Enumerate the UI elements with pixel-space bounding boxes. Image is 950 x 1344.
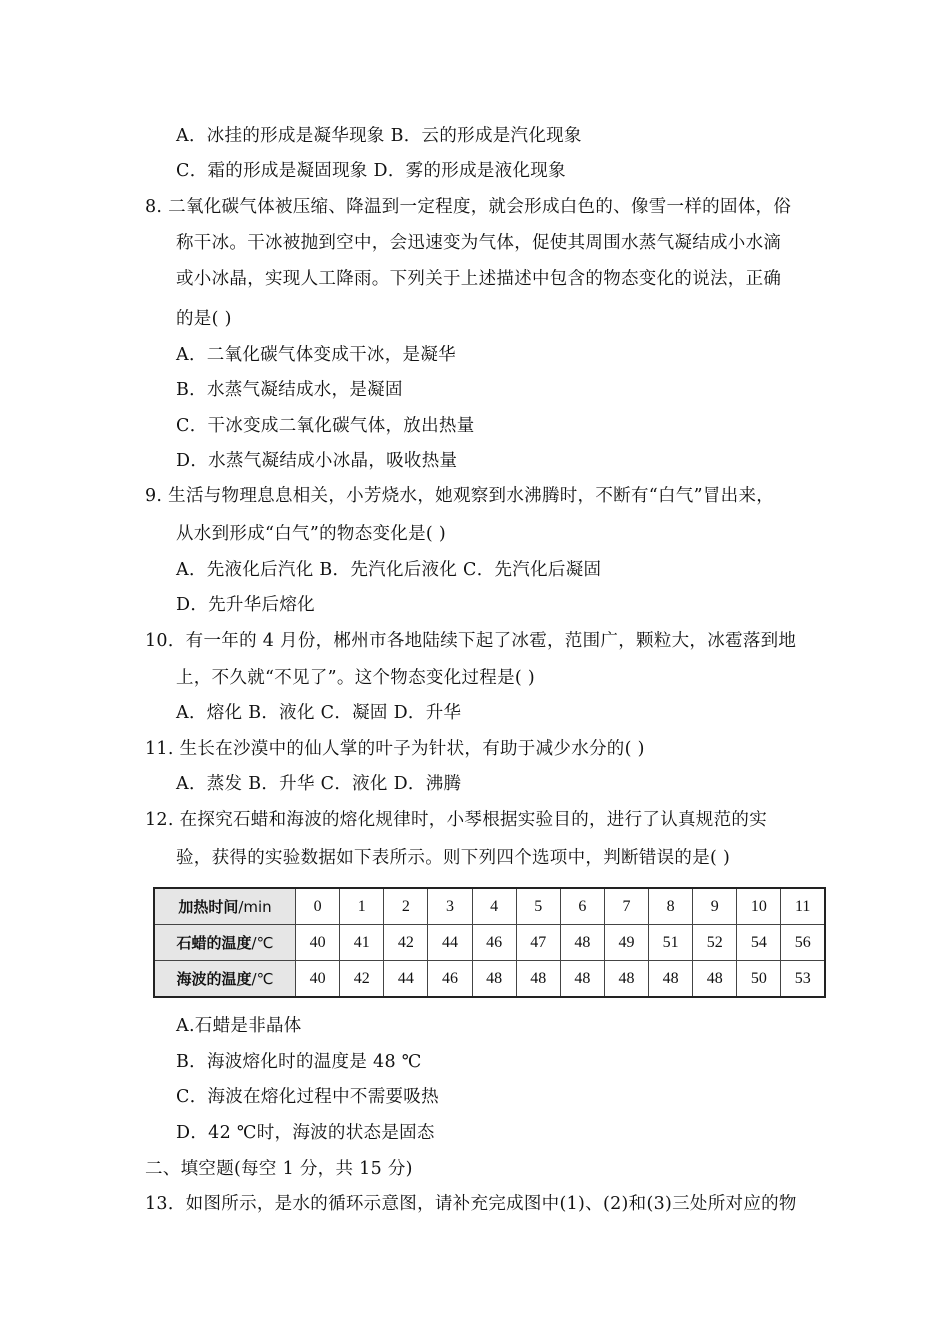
table-cell: 48 bbox=[604, 961, 648, 998]
table-cell: 40 bbox=[296, 925, 340, 961]
table-cell: 48 bbox=[693, 961, 737, 998]
table-cell: 11 bbox=[781, 888, 825, 925]
table-cell: 42 bbox=[340, 961, 384, 998]
table-cell: 47 bbox=[516, 925, 560, 961]
table-cell: 53 bbox=[781, 961, 825, 998]
q8-stem-line-3: 或小冰晶，实现人工降雨。下列关于上述描述中包含的物态变化的说法，正确 bbox=[176, 269, 782, 289]
table-cell: 2 bbox=[384, 888, 428, 925]
table-cell: 9 bbox=[693, 888, 737, 925]
table-cell: 48 bbox=[649, 961, 693, 998]
table-cell: 48 bbox=[560, 961, 604, 998]
table-cell: 50 bbox=[737, 961, 781, 998]
q9-stem-line-2: 从水到形成“白气”的物态变化是( ) bbox=[176, 524, 447, 544]
table-cell: 52 bbox=[693, 925, 737, 961]
q11-options: A．蒸发 B．升华 C．液化 D．沸腾 bbox=[176, 774, 462, 794]
q8-option-a: A．二氧化碳气体变成干冰，是凝华 bbox=[176, 345, 456, 365]
table-cell: 40 bbox=[296, 961, 340, 998]
q12-option-c: C．海波在熔化过程中不需要吸热 bbox=[176, 1087, 439, 1107]
table-cell: 5 bbox=[516, 888, 560, 925]
table-cell: 46 bbox=[428, 961, 472, 998]
table-cell: 6 bbox=[560, 888, 604, 925]
q10-stem-line-2: 上，不久就“不见了”。这个物态变化过程是( ) bbox=[176, 668, 536, 688]
q9-options-line-2: D．先升华后熔化 bbox=[176, 595, 315, 615]
table-cell: 3 bbox=[428, 888, 472, 925]
table-cell: 46 bbox=[472, 925, 516, 961]
table-cell: 48 bbox=[472, 961, 516, 998]
section-2-title: 二、填空题(每空 1 分，共 15 分) bbox=[145, 1159, 413, 1179]
table-cell: 48 bbox=[560, 925, 604, 961]
table-cell: 44 bbox=[428, 925, 472, 961]
row-label-time: 加热时间/min bbox=[154, 888, 296, 925]
table-cell: 4 bbox=[472, 888, 516, 925]
table-cell: 42 bbox=[384, 925, 428, 961]
table-row-paraffin bbox=[154, 925, 825, 961]
table-cell: 41 bbox=[340, 925, 384, 961]
q12-stem-line-2: 验，获得的实验数据如下表所示。则下列四个选项中，判断错误的是( ) bbox=[176, 848, 731, 868]
table-cell: 8 bbox=[649, 888, 693, 925]
q10-options: A．熔化 B．液化 C．凝固 D．升华 bbox=[176, 703, 462, 723]
row-label-hypo: 海波的温度/℃ bbox=[154, 961, 296, 998]
melting-data-table bbox=[153, 887, 826, 998]
q12-option-a: A.石蜡是非晶体 bbox=[176, 1016, 302, 1036]
q13-stem-line-1: 13．如图所示，是水的循环示意图，请补充完成图中(1)、(2)和(3)三处所对应的物 bbox=[145, 1194, 797, 1214]
q8-option-d: D．水蒸气凝结成小冰晶，吸收热量 bbox=[176, 451, 458, 471]
table-row-hypo bbox=[154, 961, 825, 998]
q8-option-b: B．水蒸气凝结成水，是凝固 bbox=[176, 380, 403, 400]
q12-option-b: B．海波熔化时的温度是 48 ℃ bbox=[176, 1052, 422, 1072]
q7-options-line-2: C．霜的形成是凝固现象 D．雾的形成是液化现象 bbox=[176, 161, 566, 181]
table-cell: 7 bbox=[604, 888, 648, 925]
q9-options-line-1: A．先液化后汽化 B．先汽化后液化 C．先汽化后凝固 bbox=[176, 560, 602, 580]
table-cell: 44 bbox=[384, 961, 428, 998]
q12-option-d: D．42 ℃时，海波的状态是固态 bbox=[176, 1123, 435, 1143]
table-cell: 54 bbox=[737, 925, 781, 961]
table-cell: 48 bbox=[516, 961, 560, 998]
q7-options-line-1: A．冰挂的形成是凝华现象 B．云的形成是汽化现象 bbox=[176, 126, 582, 146]
table-row-time bbox=[154, 888, 825, 925]
q9-stem-line-1: 9. 生活与物理息息相关，小芳烧水，她观察到水沸腾时，不断有“白气”冒出来， bbox=[145, 486, 775, 506]
table-cell: 1 bbox=[340, 888, 384, 925]
q8-stem-line-4: 的是( ) bbox=[176, 309, 232, 329]
q11-stem: 11. 生长在沙漠中的仙人掌的叶子为针状，有助于减少水分的( ) bbox=[145, 739, 645, 759]
q8-stem-line-2: 称干冰。干冰被抛到空中，会迅速变为气体，促使其周围水蒸气凝结成小水滴 bbox=[176, 233, 782, 253]
q8-stem-line-1: 8. 二氧化碳气体被压缩、降温到一定程度，就会形成白色的、像雪一样的固体，俗 bbox=[145, 197, 792, 217]
row-label-paraffin: 石蜡的温度/℃ bbox=[154, 925, 296, 961]
table-cell: 0 bbox=[296, 888, 340, 925]
q12-stem-line-1: 12. 在探究石蜡和海波的熔化规律时，小琴根据实验目的，进行了认真规范的实 bbox=[145, 810, 767, 830]
table-cell: 51 bbox=[649, 925, 693, 961]
table-cell: 10 bbox=[737, 888, 781, 925]
q10-stem-line-1: 10．有一年的 4 月份，郴州市各地陆续下起了冰雹，范围广，颗粒大，冰雹落到地 bbox=[145, 631, 797, 651]
table-cell: 49 bbox=[604, 925, 648, 961]
table-cell: 56 bbox=[781, 925, 825, 961]
q8-option-c: C．干冰变成二氧化碳气体，放出热量 bbox=[176, 416, 475, 436]
